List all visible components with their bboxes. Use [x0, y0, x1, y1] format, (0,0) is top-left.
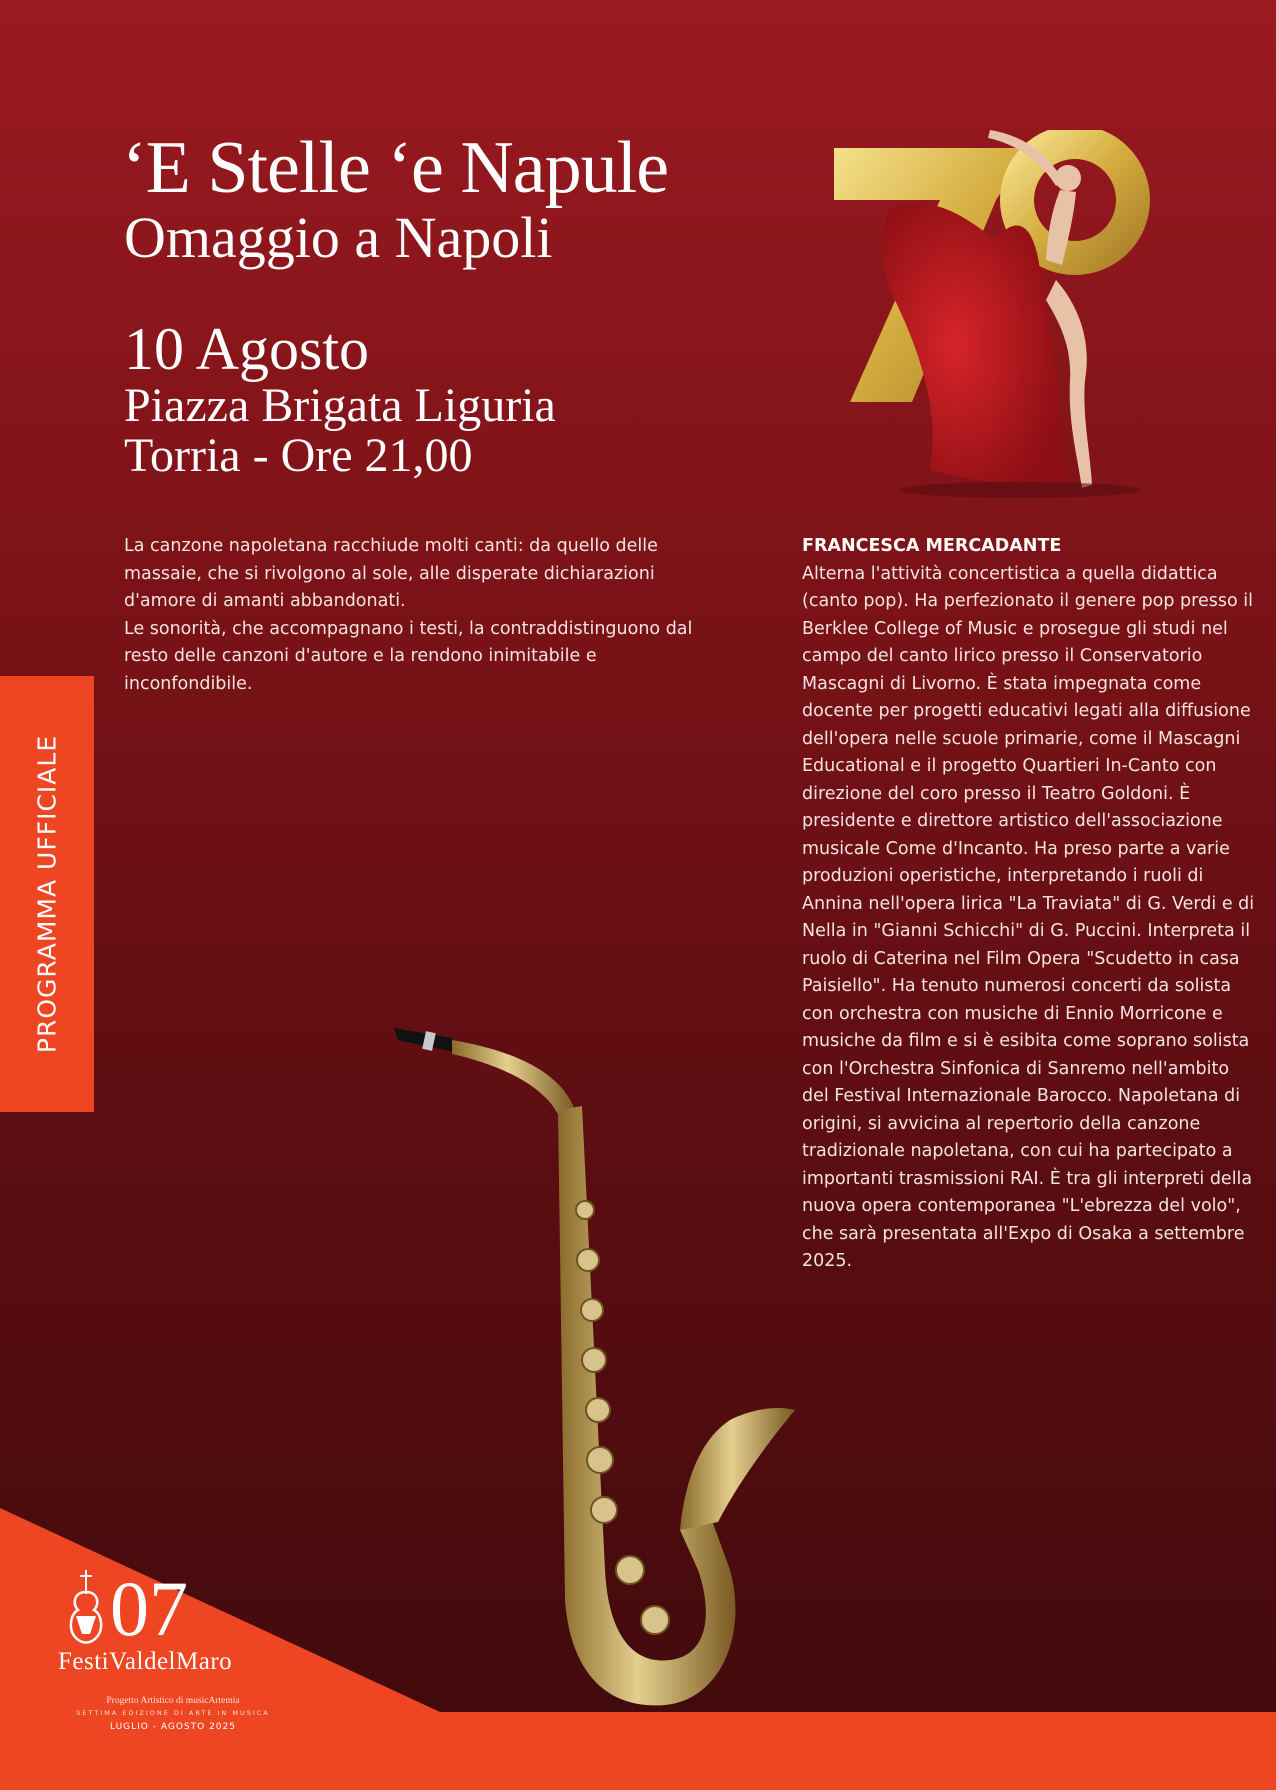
- intro-text: [124, 533, 704, 698]
- side-label: PROGRAMMA UFFICIALE: [32, 734, 62, 1054]
- event-subtitle: Omaggio a Napoli: [124, 205, 553, 270]
- artist-bio: [802, 533, 1257, 1276]
- festival-name: FestiValdelMaro: [58, 1648, 233, 1675]
- festival-period: LUGLIO - AGOSTO 2025: [110, 1722, 236, 1732]
- anniversary-70-graphic: [820, 130, 1190, 500]
- festival-edition: SETTIMA EDIZIONE DI ARTE IN MUSICA: [76, 1709, 270, 1717]
- event-title: ‘E Stelle ‘e Napule: [122, 127, 669, 209]
- saxophone-image: [380, 1010, 800, 1750]
- intro-paragraph: Le sonorità, che accompagnano i testi, la contraddistinguono dal resto delle canzoni d'autore e la rendono inimitabile e inconfondibile.: [124, 618, 693, 694]
- artist-name: FRANCESCA MERCADANTE: [802, 536, 1062, 556]
- edition-number: 07: [110, 1565, 188, 1652]
- festival-tagline: Progetto Artistico di musicArtemia: [106, 1696, 240, 1706]
- intro-paragraph: La canzone napoletana racchiude molti canti: da quello delle massaie, che si rivolgono al sole, alle disperate dichiarazioni d'amore di amanti abbandonati.: [124, 536, 658, 611]
- event-town-time: Torria - Ore 21,00: [124, 429, 473, 482]
- event-date: 10 Agosto: [124, 316, 370, 382]
- artist-bio-text: Alterna l'attività concertistica a quella didattica (canto pop). Ha perfezionato il genere pop presso il Berklee College of Music e prosegue gli studi nel campo del canto lirico presso il Conservatorio Mascagni di Livorno. È stata impegnata come docente per progetti educativi legati alla diffusione dell'opera nelle scuole primarie, come il Mascagni Educational e il progetto Quartieri In-Canto con direzione del coro presso il Teatro Goldoni. È presidente e direttore artistico dell'associazione musicale Come d'Incanto. Ha preso parte a varie produzioni operistiche, interpretando i ruoli di Annina nell'opera lirica "La Traviata" di G. Verdi e di Nella in "Gianni Schicchi" di G. Puccini. Interpreta il ruolo di Caterina nel Film Opera "Scudetto in casa Paisiello". Ha tenuto numerosi concerti da solista con orchestra con musiche di Ennio Morricone e musiche da film e si è esibita come soprano solista con l'Orchestra Sinfonica di Sanremo nell'ambito del Festival Internazionale Barocco. Napoletana di origini, si avvicina al repertorio della canzone tradizionale napoletana, con cui ha partecipato a importanti trasmissioni RAI. È tra gli interpreti della nuova opera contemporanea "L'ebrezza del volo", che sarà presentata all'Expo di Osaka a settembre 2025.: [802, 563, 1255, 1271]
- violin-icon: [62, 1570, 110, 1644]
- event-venue: Piazza Brigata Liguria: [124, 379, 556, 432]
